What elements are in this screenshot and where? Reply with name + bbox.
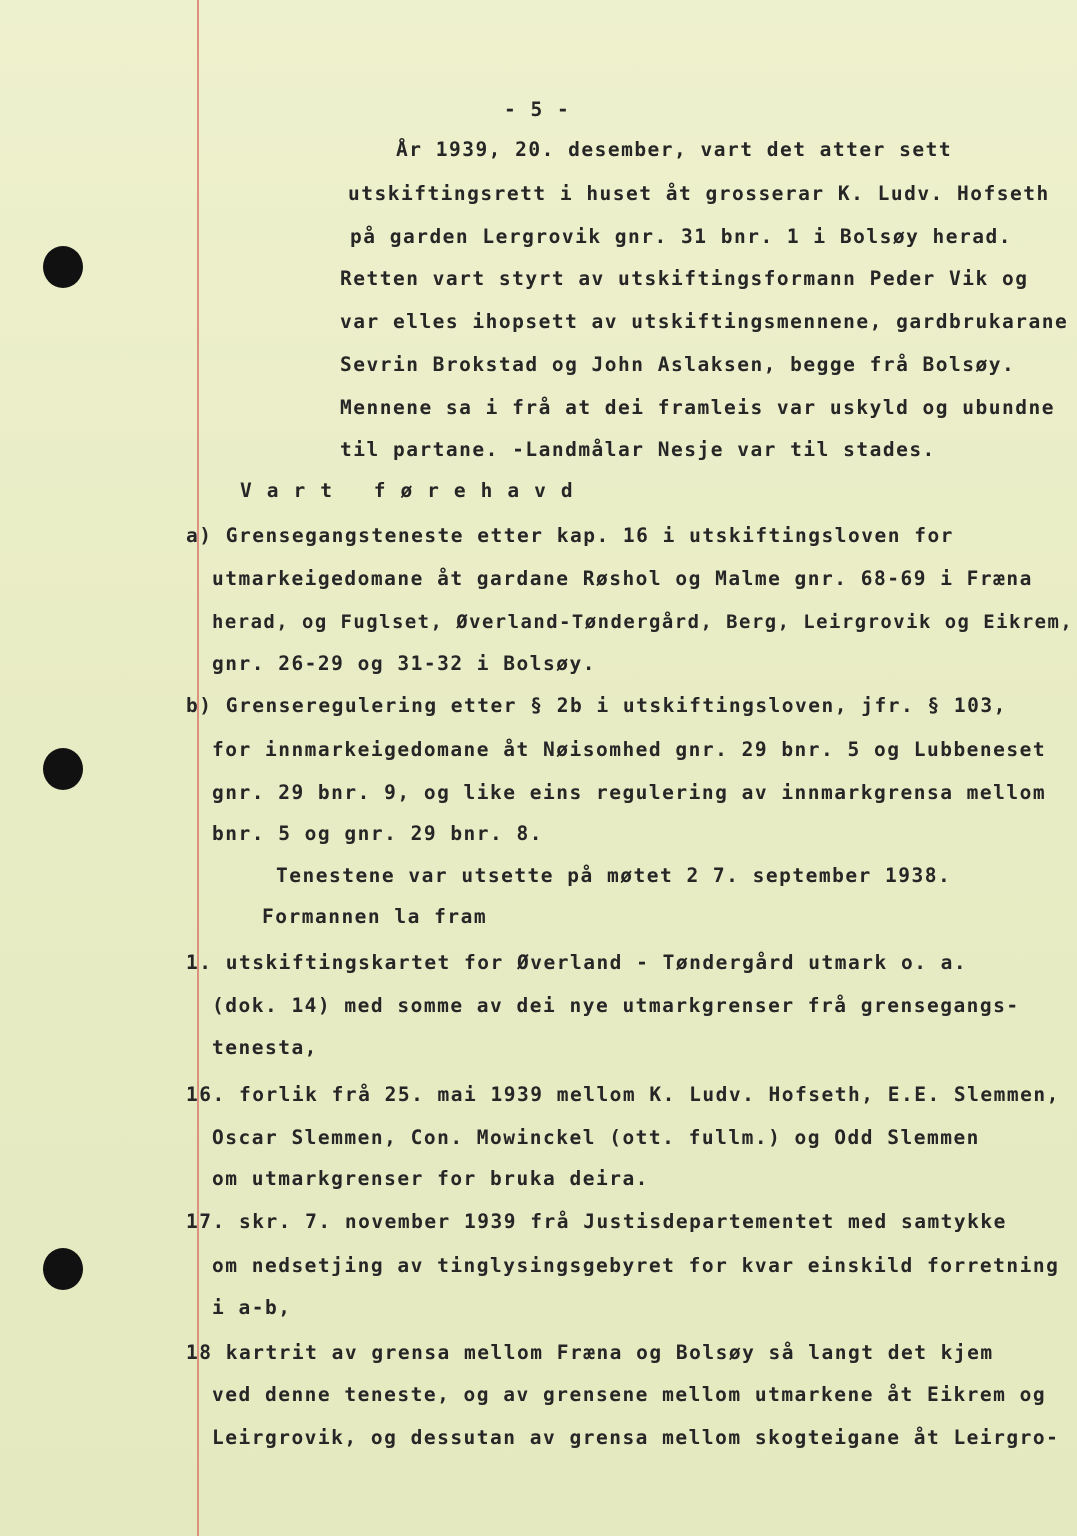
text-line: 16. forlik frå 25. mai 1939 mellom K. Ludv. Hofseth, E.E. Slemmen, (186, 1083, 1060, 1106)
text-line: på garden Lergrovik gnr. 31 bnr. 1 i Bolsøy herad. (350, 225, 1012, 248)
text-line: utskiftingsrett i huset åt grosserar K. Ludv. Hofseth (348, 182, 1050, 205)
text-line: 17. skr. 7. november 1939 frå Justisdepartementet med samtykke (186, 1210, 1007, 1233)
text-line: om nedsetjing av tinglysingsgebyret for kvar einskild forretning (212, 1254, 1060, 1277)
section-heading: Vart førehavd (240, 479, 588, 502)
punch-hole (43, 246, 83, 288)
text-line: Formannen la fram (262, 905, 488, 928)
text-line: herad, og Fuglset, Øverland-Tøndergård, Berg, Leirgrovik og Eikrem, (212, 611, 1074, 633)
text-line: til partane. -Landmålar Nesje var til stades. (340, 438, 936, 461)
text-line: bnr. 5 og gnr. 29 bnr. 8. (212, 822, 543, 845)
text-line: Oscar Slemmen, Con. Mowinckel (ott. fullm.) og Odd Slemmen (212, 1126, 980, 1149)
text-line: 18 kartrit av grensa mellom Fræna og Bolsøy så langt det kjem (186, 1341, 994, 1364)
text-line: a) Grensegangsteneste etter kap. 16 i utskiftingsloven for (186, 524, 954, 547)
text-line: b) Grenseregulering etter § 2b i utskiftingsloven, jfr. § 103, (186, 694, 1007, 717)
text-line: for innmarkeigedomane åt Nøisomhed gnr. 29 bnr. 5 og Lubbeneset (212, 738, 1047, 761)
text-line: Sevrin Brokstad og John Aslaksen, begge frå Bolsøy. (340, 353, 1016, 376)
text-line: (dok. 14) med somme av dei nye utmarkgrenser frå grensegangs- (212, 994, 1020, 1017)
text-line: gnr. 29 bnr. 9, og like eins regulering av innmarkgrensa mellom (212, 781, 1047, 804)
text-line: 1. utskiftingskartet for Øverland - Tøndergård utmark o. a. (186, 951, 968, 974)
punch-hole (43, 1248, 83, 1290)
text-line: Mennene sa i frå at dei framleis var uskyld og ubundne (340, 396, 1055, 419)
text-line: Retten vart styrt av utskiftingsformann Peder Vik og (340, 267, 1029, 290)
text-line: utmarkeigedomane åt gardane Røshol og Malme gnr. 68-69 i Fræna (212, 567, 1033, 590)
text-line: År 1939, 20. desember, vart det atter sett (396, 138, 953, 161)
text-line: i a-b, (212, 1296, 292, 1319)
text-line: Tenestene var utsette på møtet 2 7. september 1938. (276, 864, 952, 887)
punch-hole (43, 748, 83, 790)
text-line: gnr. 26-29 og 31-32 i Bolsøy. (212, 652, 596, 675)
margin-rule (197, 0, 199, 1536)
page-number: - 5 - (504, 98, 571, 121)
text-line: Leirgrovik, og dessutan av grensa mellom skogteigane åt Leirgro- (212, 1426, 1060, 1449)
text-line: tenesta, (212, 1036, 318, 1059)
text-line: om utmarkgrenser for bruka deira. (212, 1167, 649, 1190)
text-line: ved denne teneste, og av grensene mellom utmarkene åt Eikrem og (212, 1383, 1047, 1406)
text-line: var elles ihopsett av utskiftingsmennene, gardbrukarane (340, 310, 1069, 333)
